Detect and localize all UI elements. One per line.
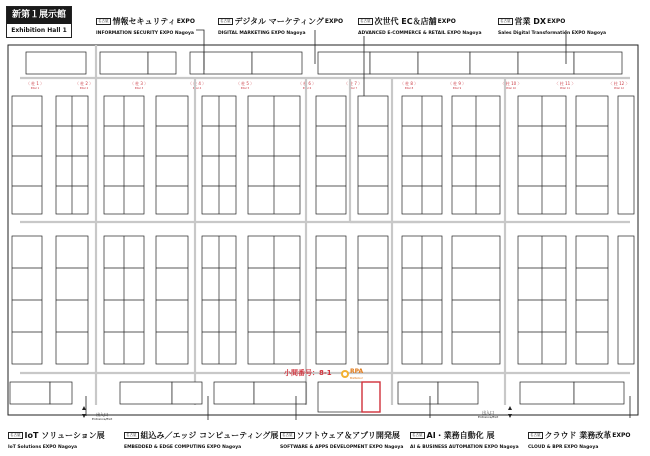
expo-jp-suffix: EXPO bbox=[612, 432, 631, 439]
expo-jp-name: デジタル マーケティング bbox=[234, 17, 324, 26]
booth bbox=[574, 382, 624, 404]
pillar-en: Pillar 3 bbox=[134, 86, 144, 90]
expo-en-name-text: DIGITAL MARKETING EXPO Nagoya bbox=[218, 31, 306, 36]
prefix-badge: 名古屋 bbox=[126, 433, 137, 437]
pillar-en: Pillar 7 bbox=[348, 86, 358, 90]
entrance-jp: 出入口 bbox=[482, 410, 495, 415]
lower-booth-blocks bbox=[12, 236, 634, 364]
expo-en-name-text: CLOUD & BPR EXPO Nagoya bbox=[528, 445, 599, 450]
pillar-jp: 〈 柱 8 〉 bbox=[399, 81, 419, 86]
pillar-jp: 〈 柱 12 〉 bbox=[608, 81, 630, 86]
booth bbox=[172, 382, 202, 404]
pillar-en: Pillar 8 bbox=[404, 86, 414, 90]
booth bbox=[318, 382, 362, 412]
booth-block bbox=[12, 96, 42, 214]
entrance-arrow bbox=[508, 406, 512, 418]
booth bbox=[318, 52, 370, 74]
pillar-jp: 〈 柱 6 〉 bbox=[297, 81, 317, 86]
pillar-jp: 〈 柱 4 〉 bbox=[187, 81, 207, 86]
booth-block bbox=[618, 96, 634, 214]
prefix-badge: 名古屋 bbox=[282, 433, 293, 437]
expo-jp-name: クラウド 業務改革 bbox=[544, 431, 612, 440]
highlighted-booth bbox=[362, 382, 380, 412]
entrance-en: Entrance/Exit bbox=[92, 417, 113, 421]
expo-jp-name: ソフトウェア＆アプリ開発展 bbox=[296, 431, 400, 440]
expo-jp-suffix: EXPO bbox=[176, 18, 195, 25]
expo-jp-suffix: EXPO bbox=[324, 18, 344, 25]
pillar-jp: 〈 柱 9 〉 bbox=[447, 81, 467, 86]
upper-booth-blocks bbox=[12, 96, 634, 214]
booth bbox=[26, 52, 86, 74]
booth-block bbox=[156, 96, 188, 214]
expo-jp-suffix: EXPO bbox=[437, 18, 456, 25]
pillar-en: Pillar 2 bbox=[79, 86, 89, 90]
pillar-jp: 〈 柱 10 〉 bbox=[500, 81, 522, 86]
entrance-arrows bbox=[82, 406, 512, 418]
prefix-badge: 名古屋 bbox=[10, 433, 21, 437]
pillar-en: Pillar 9 bbox=[452, 86, 462, 90]
pillar-en: Pillar 6 bbox=[302, 86, 312, 90]
pillar-en: Pillar 10 bbox=[505, 86, 517, 90]
rpa-logo-text: RPA bbox=[350, 368, 364, 375]
entrance-label-right bbox=[478, 410, 498, 420]
prefix-badge: 名古屋 bbox=[360, 19, 371, 23]
booth-block bbox=[576, 96, 608, 214]
booth bbox=[438, 382, 478, 404]
pillar-jp: 〈 柱 11 〉 bbox=[554, 81, 576, 86]
prefix-badge: 名古屋 bbox=[530, 433, 541, 437]
expo-jp-name: IoT ソリューション展 bbox=[24, 431, 105, 440]
hall-title: 新第１展示館 bbox=[7, 7, 71, 24]
expo-jp-name: 情報セキュリティ bbox=[112, 17, 176, 26]
pillar-en: Pillar 11 bbox=[559, 86, 571, 90]
expo-en-name-text: IoT Solutions EXPO Nagoya bbox=[8, 445, 78, 450]
booth bbox=[252, 52, 302, 74]
expo-jp-name: 次世代 EC＆店舗 bbox=[374, 17, 437, 26]
pillar-jp: 〈 柱 5 〉 bbox=[235, 81, 255, 86]
top-perimeter-booths bbox=[26, 52, 622, 74]
booth bbox=[254, 382, 306, 404]
pillar-en: Pillar 1 bbox=[30, 86, 40, 90]
entrance-en: Entrance/Exit bbox=[478, 415, 499, 419]
prefix-badge: 名古屋 bbox=[412, 433, 423, 437]
booth bbox=[120, 382, 172, 404]
pillar-en: Pillar 4 bbox=[192, 86, 202, 90]
prefix-badge: 名古屋 bbox=[220, 19, 231, 23]
pillar-en: Pillar 12 bbox=[613, 86, 625, 90]
booth bbox=[398, 382, 438, 404]
expo-jp-name: 組込み／エッジ コンピューティング展 bbox=[140, 431, 279, 440]
rpa-logo-sub: BizRobo! bbox=[350, 376, 364, 380]
booth-number-label: 小間番号：8-1 bbox=[284, 369, 332, 377]
booth bbox=[214, 382, 254, 404]
expo-en-name-text: EMBEDDED & EDGE COMPUTING EXPO Nagoya bbox=[124, 445, 242, 450]
pillar-en: Pillar 5 bbox=[240, 86, 250, 90]
booth-block bbox=[618, 236, 634, 364]
entrance-arrow bbox=[82, 406, 86, 418]
pillar-jp: 〈 柱 3 〉 bbox=[129, 81, 149, 86]
booth-block bbox=[316, 96, 346, 214]
bottom-perimeter-booths bbox=[10, 382, 624, 412]
expo-jp-name: AI・業務自動化 展 bbox=[426, 431, 495, 440]
booth-block bbox=[358, 96, 388, 214]
booth bbox=[418, 52, 470, 74]
booth bbox=[148, 52, 176, 74]
booth bbox=[370, 52, 418, 74]
booth bbox=[100, 52, 148, 74]
expo-en-name-text: AI & BUSINESS AUTOMATION EXPO Nagoya bbox=[410, 445, 519, 450]
expo-jp-name: 営業 DX bbox=[514, 17, 547, 26]
booth bbox=[190, 52, 204, 74]
hall-subtitle: Exhibition Hall 1 bbox=[11, 27, 67, 34]
booth bbox=[50, 382, 72, 404]
entrance-jp: 出入口 bbox=[96, 412, 109, 417]
expo-en-name-text: INFORMATION SECURITY EXPO Nagoya bbox=[96, 31, 194, 36]
pillar-jp: 〈 柱 1 〉 bbox=[25, 81, 45, 86]
entrance-label-left bbox=[92, 412, 112, 422]
booth bbox=[574, 52, 622, 74]
booth bbox=[520, 382, 574, 404]
pillar-jp: 〈 柱 7 〉 bbox=[343, 81, 363, 86]
booth bbox=[10, 382, 50, 404]
booth bbox=[204, 52, 252, 74]
expo-en-name-text: SOFTWARE & APPS DEVELOPMENT EXPO Nagoya bbox=[280, 445, 404, 450]
expo-en-name-text: Sales Digital Transformation EXPO Nagoya bbox=[498, 31, 607, 36]
pillar-jp: 〈 柱 2 〉 bbox=[74, 81, 94, 86]
prefix-badge: 名古屋 bbox=[98, 19, 109, 23]
expo-en-name-text: ADVANCED E-COMMERCE & RETAIL EXPO Nagoya bbox=[358, 31, 482, 36]
expo-jp-suffix: EXPO bbox=[547, 18, 566, 25]
prefix-badge: 名古屋 bbox=[500, 19, 511, 23]
booth bbox=[470, 52, 518, 74]
